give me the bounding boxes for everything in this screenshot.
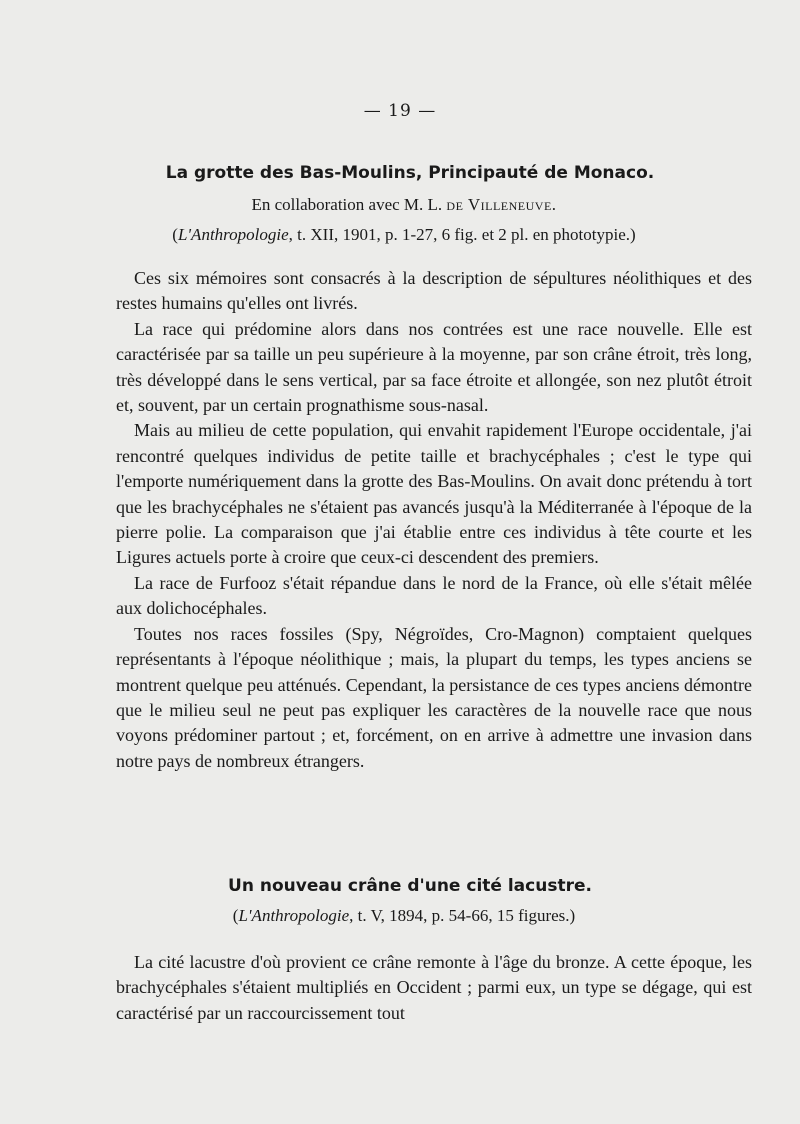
reference-open-paren: ( xyxy=(172,225,178,244)
section-title-bas-moulins: La grotte des Bas-Moulins, Principauté de Monaco. xyxy=(165,163,655,183)
paragraph: La race de Furfooz s'était répandue dans le nord de la France, où elle s'était mêlée aux dolichocéphales. xyxy=(116,572,752,619)
publication-reference-1 xyxy=(0,225,800,245)
paragraph: Mais au milieu de cette population, qui envahit rapidement l'Europe occidentale, j'ai rencontré quelques individus de petite taille et brachycéphales ; c'est le type qui l'emporte numériquement dans la grotte des Bas-Moulins. On avait donc prétendu à tort que les brachycéphales ne s'étaient pas avancés jusqu'à la Méditerranée à l'époque de la pierre polie. La comparaison que j'ai établie entre ces individus à tête courte et les Ligures actuels porte à croire que ceux-ci descendent des premiers. xyxy=(116,420,752,568)
paragraph: La cité lacustre d'où provient ce crâne remonte à l'âge du bronze. A cette époque, les brachycéphales s'étaient multipliés en Occident ; parmi eux, un type se dégage, qui est caractérisé par un raccourcissement tout xyxy=(116,952,752,1023)
collaboration-line xyxy=(0,195,800,215)
journal-name: L'Anthropologie xyxy=(238,906,350,925)
section2-body xyxy=(116,950,752,1026)
reference-details: , t. XII, 1901, p. 1-27, 6 fig. et 2 pl. en phototypie.) xyxy=(288,225,636,244)
paragraph: La race qui prédomine alors dans nos contrées est une race nouvelle. Elle est caractérisée par sa taille un peu supérieure à la moyenne, par son crâne étroit, très long, très développé dans le sens vertical, par sa face étroite et allongée, son nez plutôt étroit et, souvent, par un certain prognathisme sous-nasal. xyxy=(116,318,752,416)
reference-details: , t. V, 1894, p. 54-66, 15 figures.) xyxy=(349,906,576,925)
section-title-cite-lacustre: Un nouveau crâne d'une cité lacustre. xyxy=(228,876,592,896)
page-number: — 19 — xyxy=(363,101,437,121)
reference-open-paren: ( xyxy=(232,906,239,925)
section1-body xyxy=(116,266,752,774)
collaboration-prefix: En collaboration avec M. L. xyxy=(251,195,447,214)
collaborator-name: de Villeneuve. xyxy=(446,195,557,214)
publication-reference-2 xyxy=(0,906,800,926)
paragraph: Ces six mémoires sont consacrés à la description de sépultures néolithiques et des restes humains qu'elles ont livrés. xyxy=(116,268,752,314)
journal-name: L'Anthropologie xyxy=(177,225,289,244)
paragraph: Toutes nos races fossiles (Spy, Négroïdes, Cro-Magnon) comptaient quelques représentants à l'époque néolithique ; mais, la plupart du temps, les types anciens se montrent quelque peu atténués. Cependant, la persistance de ces types anciens démontre que le milieu seul ne peut pas expliquer les caractères de la nouvelle race que nous voyons prédominer partout ; et, forcément, on en arrive à admettre une invasion dans notre pays de nombreux étrangers. xyxy=(116,623,752,771)
